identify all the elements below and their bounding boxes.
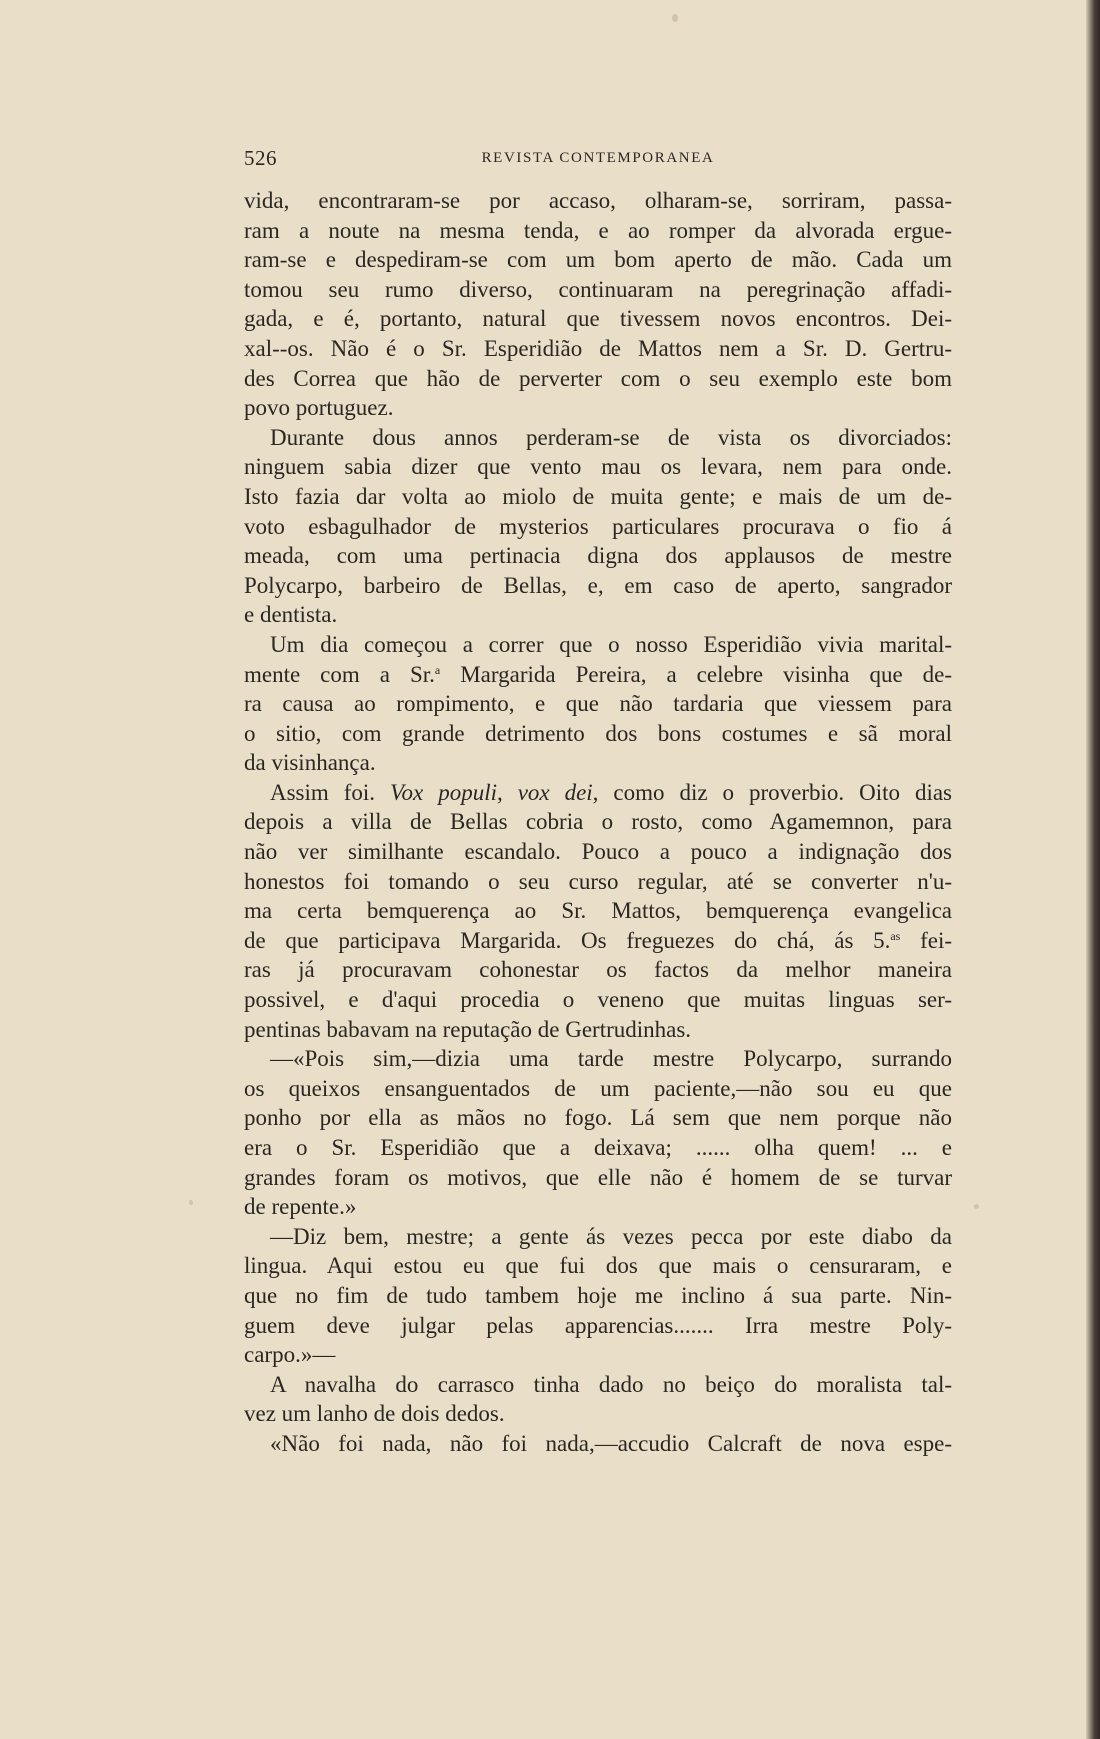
text-line: vez um lanho de dois dedos. xyxy=(244,1401,505,1427)
paper-spot xyxy=(974,1204,979,1209)
text-line: —Diz bem, mestre; a gente ás vezes pecca por este diabo da xyxy=(270,1223,952,1249)
text-line: povo portuguez. xyxy=(244,395,394,421)
text-line: os queixos ensanguentados de um paciente,—não sou eu que xyxy=(244,1075,952,1101)
page-number: 526 xyxy=(244,146,277,170)
text-line: voto esbagulhador de mysterios particulares procurava o fio á xyxy=(244,513,952,539)
text-line: que no fim de tudo tambem hoje me inclino á sua parte. Nin- xyxy=(244,1282,952,1308)
text-line: tomou seu rumo diverso, continuaram na peregrinação affadi- xyxy=(244,276,952,302)
superscript: a xyxy=(434,662,441,677)
text-line: possivel, e d'aqui procedia o veneno que muitas linguas ser- xyxy=(244,987,952,1013)
text-line: carpo.»— xyxy=(244,1342,336,1368)
text-line: de repente.» xyxy=(244,1194,357,1220)
text-segment: como diz o proverbio. Oito dias xyxy=(613,779,952,805)
text-line xyxy=(244,660,952,690)
text-line: ra causa ao rompimento, e que não tardaria que viessem para xyxy=(244,691,952,717)
text-segment: de que participava Margarida. Os freguezes do chá, ás 5. xyxy=(244,927,891,953)
italic-quote: Vox populi, vox dei, xyxy=(390,779,599,805)
text-line: ram a noute na mesma tenda, e ao romper da alvorada ergue- xyxy=(244,217,952,243)
text-line: não ver similhante escandalo. Pouco a pouco a indignação dos xyxy=(244,839,952,865)
text-line: Durante dous annos perderam-se de vista os divorciados: xyxy=(270,424,952,450)
text-line: —«Pois sim,—dizia uma tarde mestre Polycarpo, surrando xyxy=(270,1046,952,1072)
text-line: A navalha do carrasco tinha dado no beiço do moralista tal- xyxy=(270,1371,952,1397)
text-segment: fei- xyxy=(920,927,952,953)
text-line: des Correa que hão de perverter com o seu exemplo este bom xyxy=(244,365,952,391)
text-segment: Margarida Pereira, a celebre visinha que de- xyxy=(460,661,952,687)
text-line: vida, encontraram-se por accaso, olharam-se, sorriram, passa- xyxy=(244,188,952,213)
text-line: meada, com uma pertinacia digna dos applausos de mestre xyxy=(244,543,952,569)
paper-spot xyxy=(189,1200,193,1205)
text-line: ninguem sabia dizer que vento mau os levara, nem para onde. xyxy=(244,454,952,480)
text-line: pentinas babavam na reputação de Gertrudinhas. xyxy=(244,1016,692,1042)
text-line: guem deve julgar pelas apparencias....... Irra mestre Poly- xyxy=(244,1312,952,1338)
text-line: da visinhança. xyxy=(244,750,376,776)
text-line: ram-se e despediram-se com um bom aperto de mão. Cada um xyxy=(244,247,952,273)
text-line: lingua. Aqui estou eu que fui dos que mais o censuraram, e xyxy=(244,1253,952,1279)
text-line: gada, e é, portanto, natural que tivessem novos encontros. Dei- xyxy=(244,306,952,332)
superscript: as xyxy=(890,928,901,943)
text-line: Isto fazia dar volta ao miolo de muita gente; e mais de um de- xyxy=(244,483,952,509)
text-line: ras já procuravam cohonestar os factos da melhor maneira xyxy=(244,957,952,983)
page-header xyxy=(244,146,952,170)
paper-spot xyxy=(672,14,678,22)
text-line: «Não foi nada, não foi nada,—accudio Calcraft de nova espe- xyxy=(270,1430,952,1456)
text-line: honestos foi tomando o seu curso regular, até se converter n'u- xyxy=(244,868,952,894)
page-edge-shadow xyxy=(1086,0,1100,1739)
text-segment: mente com a Sr. xyxy=(244,661,435,687)
text-line: depois a villa de Bellas cobria o rosto, como Agamemnon, para xyxy=(244,809,952,835)
text-line: Um dia começou a correr que o nosso Esperidião vivia marital- xyxy=(270,631,952,657)
text-line xyxy=(244,926,952,956)
text-line: Polycarpo, barbeiro de Bellas, e, em caso de aperto, sangrador xyxy=(244,572,952,598)
text-line: ponho por ella as mãos no fogo. Lá sem que nem porque não xyxy=(244,1105,952,1131)
text-line: xal--os. Não é o Sr. Esperidião de Mattos nem a Sr. D. Gertru- xyxy=(244,335,952,361)
body-text xyxy=(244,186,952,1459)
text-line: o sitio, com grande detrimento dos bons costumes e sã moral xyxy=(244,720,952,746)
text-line: grandes foram os motivos, que elle não é homem de se turvar xyxy=(244,1164,952,1190)
text-line: e dentista. xyxy=(244,602,338,628)
text-segment: Assim foi. xyxy=(270,779,376,805)
text-line: ma certa bemquerença ao Sr. Mattos, bemquerença evangelica xyxy=(244,898,952,924)
text-line xyxy=(244,778,952,808)
text-line: era o Sr. Esperidião que a deixava; ...... olha quem! ... e xyxy=(244,1135,952,1160)
running-title: REVISTA CONTEMPORANEA xyxy=(481,150,715,166)
